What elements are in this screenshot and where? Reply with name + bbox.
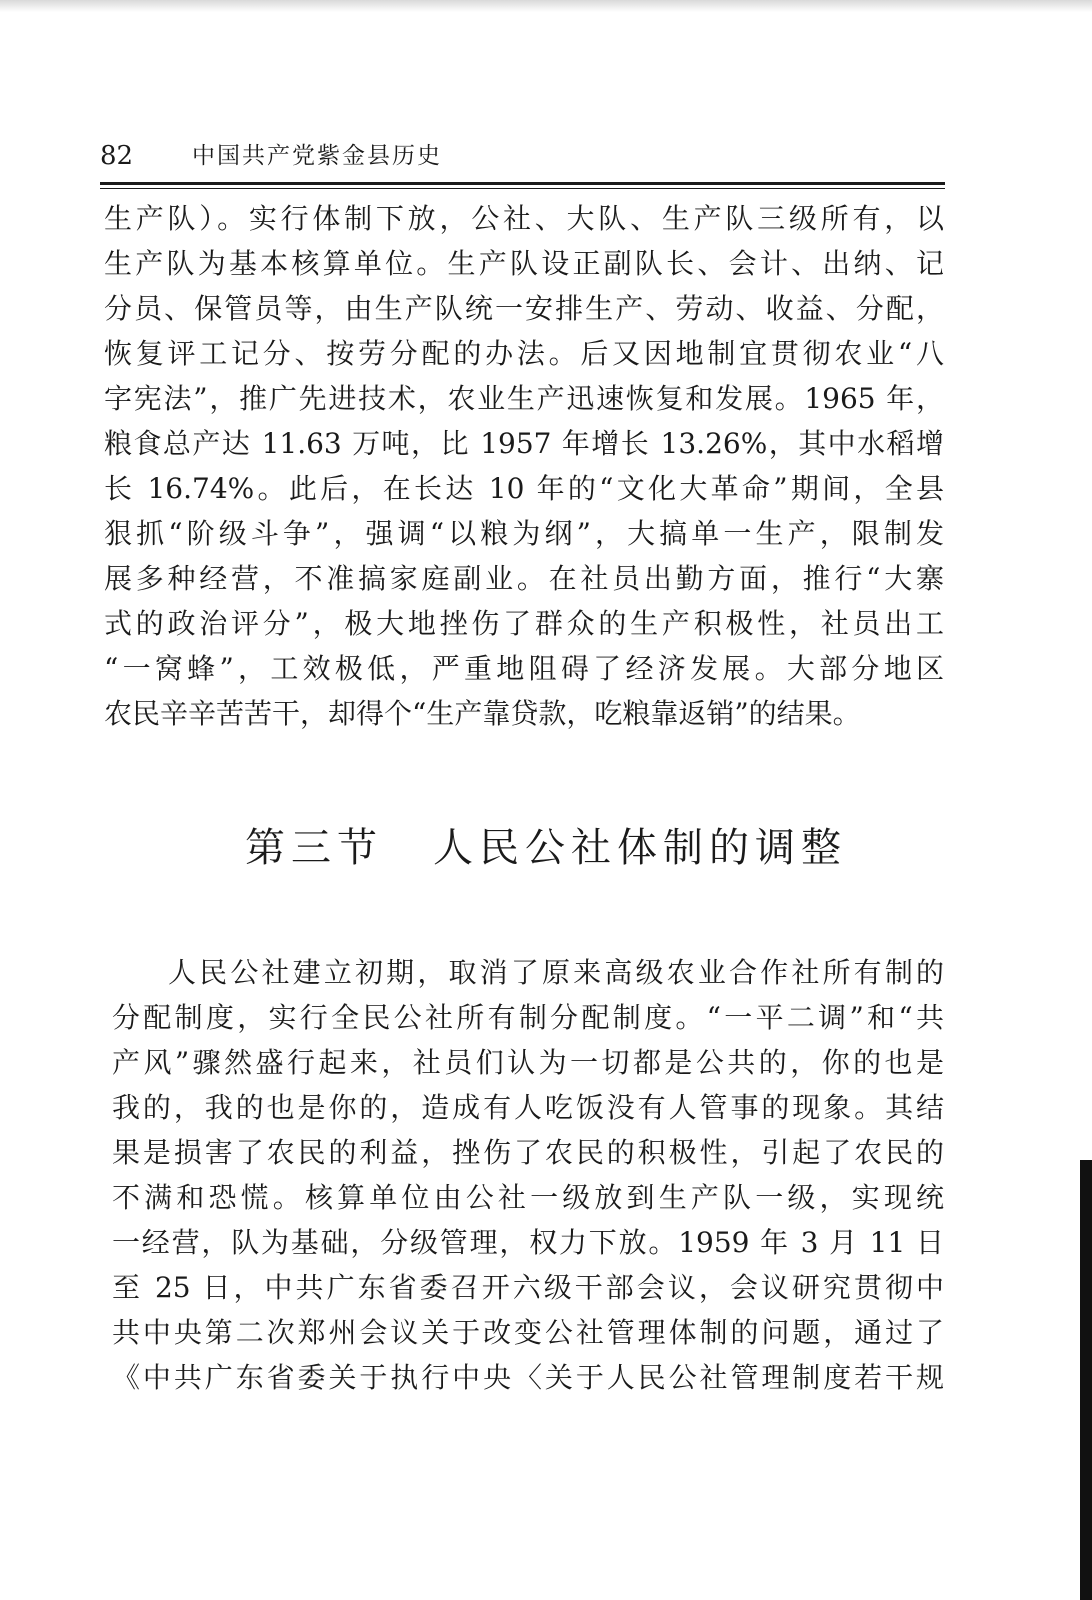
- text-line: 粮食总产达 11.63 万吨，比 1957 年增长 13.26%，其中水稻增: [104, 427, 944, 460]
- text-line: 果是损害了农民的利益，挫伤了农民的积极性，引起了农民的: [112, 1136, 944, 1169]
- text-line: 长 16.74%。此后，在长达 10 年的“文化大革命”期间，全县: [104, 472, 944, 505]
- text-line: 分配制度，实行全民公社所有制分配制度。“一平二调”和“共: [112, 1001, 944, 1034]
- text-line: 《中共广东省委关于执行中央〈关于人民公社管理制度若干规: [112, 1361, 944, 1394]
- text-line: 生产队）。实行体制下放，公社、大队、生产队三级所有，以: [104, 202, 944, 235]
- text-line: 产风”骤然盛行起来，社员们认为一切都是公共的，你的也是: [112, 1046, 944, 1079]
- text-line: 生产队为基本核算单位。生产队设正副队长、会计、出纳、记: [104, 247, 944, 280]
- text-line: 恢复评工记分、按劳分配的办法。后又因地制宜贯彻农业“八: [104, 337, 944, 370]
- section-heading: [0, 818, 1092, 878]
- paragraph-main: [112, 950, 944, 1400]
- scan-edge-mark: [1080, 1160, 1092, 1600]
- text-line: 不满和恐慌。核算单位由公社一级放到生产队一级，实现统: [112, 1181, 944, 1214]
- section-number: 第三节: [245, 825, 383, 871]
- text-line: 狠抓“阶级斗争”，强调“以粮为纲”，大搞单一生产，限制发: [104, 517, 944, 550]
- text-line: “一窝蜂”，工效极低，严重地阻碍了经济发展。大部分地区: [104, 652, 944, 685]
- text-line: 分员、保管员等，由生产队统一安排生产、劳动、收益、分配，: [104, 292, 944, 325]
- text-line: 人民公社建立初期，取消了原来高级农业合作社所有制的: [168, 956, 944, 989]
- page-number: 82: [100, 141, 134, 171]
- text-line: 共中央第二次郑州会议关于改变公社管理体制的问题，通过了: [112, 1316, 944, 1349]
- text-line: 至 25 日，中共广东省委召开六级干部会议，会议研究贯彻中: [112, 1271, 944, 1304]
- text-line: 字宪法”，推广先进技术，农业生产迅速恢复和发展。1965 年，: [104, 382, 944, 415]
- paragraph-continued: [104, 196, 944, 736]
- text-line: 我的，我的也是你的，造成有人吃饭没有人管事的现象。其结: [112, 1091, 944, 1124]
- section-title: 人民公社体制的调整: [433, 825, 847, 871]
- scan-top-edge: [0, 0, 1092, 12]
- header-rule-thick: [100, 182, 945, 185]
- header-rule-thin: [100, 188, 945, 189]
- book-title: 中国共产党紫金县历史: [192, 143, 442, 169]
- running-header: [100, 138, 945, 174]
- text-line: 式的政治评分”，极大地挫伤了群众的生产积极性，社员出工: [104, 607, 944, 640]
- text-line: 展多种经营，不准搞家庭副业。在社员出勤方面，推行“大寨: [104, 562, 944, 595]
- text-line: 农民辛辛苦苦干，却得个“生产靠贷款，吃粮靠返销”的结果。: [104, 697, 861, 730]
- text-line: 一经营，队为基础，分级管理，权力下放。1959 年 3 月 11 日: [112, 1226, 944, 1259]
